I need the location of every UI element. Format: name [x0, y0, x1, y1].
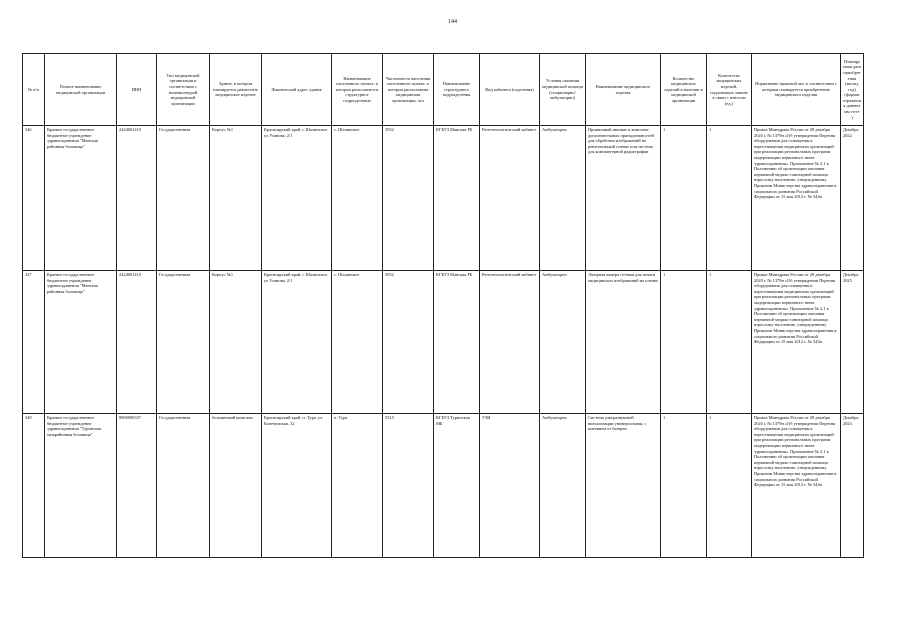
row-number: 346 — [23, 126, 45, 271]
organization-name: Краевое государственное бюджетное учреждение здравоохранения "Манская районная больница" — [45, 126, 117, 271]
building-address: Красноярский край, п. Тура, ул. Кочечумская, 32 — [262, 414, 332, 558]
column-header: Наименование структурного подразделения — [434, 54, 480, 126]
column-header: Вид кабинета (отделения) — [480, 54, 540, 126]
legal-act: Приказ Минздрава России от 28 декабря 2020 г. № 1379н «Об утверждении Перечня оборудования для оснащения и переоснащения медицинских организаций при реализации региональных программ модернизации первичного звена здравоохранения». Приложение № 2.1 к Положению об организации оказания первичной медико-санитарной помощи взрослому населению, утвержденному Приказом Министерства здравоохранения и социального развития Российской Федерации от 15 мая 2012 г. № 543н — [752, 271, 841, 414]
organization-type: Государственная — [157, 126, 210, 271]
organization-name: Краевое государственное бюджетное учреждение здравоохранения "Манская районная больница" — [45, 271, 117, 414]
legal-act: Приказ Минздрава России от 28 декабря 2020 г. № 1379н «Об утверждении Перечня оборудования для оснащения и переоснащения медицинских организаций при реализации региональных программ модернизации первичного звена здравоохранения». Приложение № 2.1 к Положению об организации оказания первичной медико-санитарной помощи взрослому населению, утвержденному Приказом Министерства здравоохранения и социального развития Российской Федерации от 15 мая 2012 г. № 543н — [752, 414, 841, 558]
care-conditions: Амбулаторно — [540, 126, 586, 271]
quantity-available: 1 — [661, 414, 707, 558]
table-row — [23, 414, 864, 558]
cabinet-type: УЗИ — [480, 414, 540, 558]
planned-date: Декабрь 2022 — [841, 126, 864, 271]
structural-unit: КГБУЗ Манская РБ — [434, 271, 480, 414]
quantity-to-replace: 1 — [707, 271, 752, 414]
building: Корпус №1 — [210, 271, 262, 414]
planned-date: Декабрь 2023 — [841, 414, 864, 558]
column-header: Полное наименование медицинской организации — [45, 54, 117, 126]
column-header: № п/п — [23, 54, 45, 126]
table-row — [23, 271, 864, 414]
device-name: Система ультразвуковой визуализации универсальная, с питанием от батареи — [586, 414, 661, 558]
structural-unit: КГБУЗ Туринская МБ — [434, 414, 480, 558]
population: 5515 — [383, 414, 434, 558]
column-header: ИНН — [117, 54, 157, 126]
cabinet-type: Рентгенологический кабинет — [480, 126, 540, 271]
device-name: Лазерная камера сетевая для печати медицинских изображений на пленке — [586, 271, 661, 414]
population: 3932 — [383, 271, 434, 414]
population: 3932 — [383, 126, 434, 271]
inn-value: 2424001410 — [117, 126, 157, 271]
care-conditions: Амбулаторно — [540, 414, 586, 558]
column-header: Фактический адрес здания — [262, 54, 332, 126]
care-conditions: Амбулаторно — [540, 271, 586, 414]
row-number: 349 — [23, 414, 45, 558]
quantity-available: 1 — [661, 126, 707, 271]
building-address: Красноярский край, с Шалинское, ул Уланова, 2/1 — [262, 271, 332, 414]
building: больничный комплекс — [210, 414, 262, 558]
column-header: Планируемая дата приобретения (месяц, год) (формат отражения данных мм ггггг ) — [841, 54, 864, 126]
device-name: Проявочный автомат и комплект дополнительных принадлежностей для обработки изображений на рентгеновской пленке или система для компьютерной радиографии — [586, 126, 661, 271]
row-number: 347 — [23, 271, 45, 414]
locality: с. Шалинское — [332, 271, 383, 414]
table-row — [23, 126, 864, 271]
organization-type: Государственная — [157, 414, 210, 558]
legal-act: Приказ Минздрава России от 28 декабря 2020 г. № 1379н «Об утверждении Перечня оборудования для оснащения и переоснащения медицинских организаций при реализации региональных программ модернизации первичного звена здравоохранения». Приложение № 2.1 к Положению об организации оказания первичной медико-санитарной помощи взрослому населению, утвержденному Приказом Министерства здравоохранения и социального развития Российской Федерации от 15 мая 2012 г. № 543н — [752, 126, 841, 271]
header-row — [23, 54, 864, 126]
planned-date: Декабрь 2025 — [841, 271, 864, 414]
locality: с. Шалинское — [332, 126, 383, 271]
column-header: Тип медицинской организации в соответствии с номенклатурой медицинской организации — [157, 54, 210, 126]
column-header: Наименование населенного пункта, в котором располагается структурное подразделение — [332, 54, 383, 126]
column-header: Наименование медицинского изделия — [586, 54, 661, 126]
column-header: Количество медицинских изделий в наличии в медицинской организации — [661, 54, 707, 126]
column-header: Здание, в котором планируется разместить медицинское изделие — [210, 54, 262, 126]
structural-unit: КГБУЗ Манская РБ — [434, 126, 480, 271]
page-number: 144 — [448, 19, 457, 25]
building: Корпус №1 — [210, 126, 262, 271]
quantity-to-replace: 1 — [707, 414, 752, 558]
inn-value: 2424001410 — [117, 271, 157, 414]
quantity-available: 1 — [661, 271, 707, 414]
building-address: Красноярский край, с Шалинское, ул Уланова, 2/1 — [262, 126, 332, 271]
column-header: Количество медицинских изделий, подлежащих замене в связи с износом (ед.) — [707, 54, 752, 126]
locality: п. Тура — [332, 414, 383, 558]
quantity-to-replace: 1 — [707, 126, 752, 271]
inn-value: 8800000357 — [117, 414, 157, 558]
organization-name: Краевое государственное бюджетное учреждение здравоохранения "Туринская межрайонная больница" — [45, 414, 117, 558]
column-header: Нормативно-правовой акт, в соответствии с которым планируется приобретение медицинского изделия — [752, 54, 841, 126]
equipment-table — [22, 53, 864, 558]
column-header: Численность населения населенного пункта, в котором расположена медицинская организация, чел — [383, 54, 434, 126]
column-header: Условия оказания медицинской помощи (стационарно/ амбулаторно) — [540, 54, 586, 126]
organization-type: Государственная — [157, 271, 210, 414]
cabinet-type: Рентгенологический кабинет — [480, 271, 540, 414]
